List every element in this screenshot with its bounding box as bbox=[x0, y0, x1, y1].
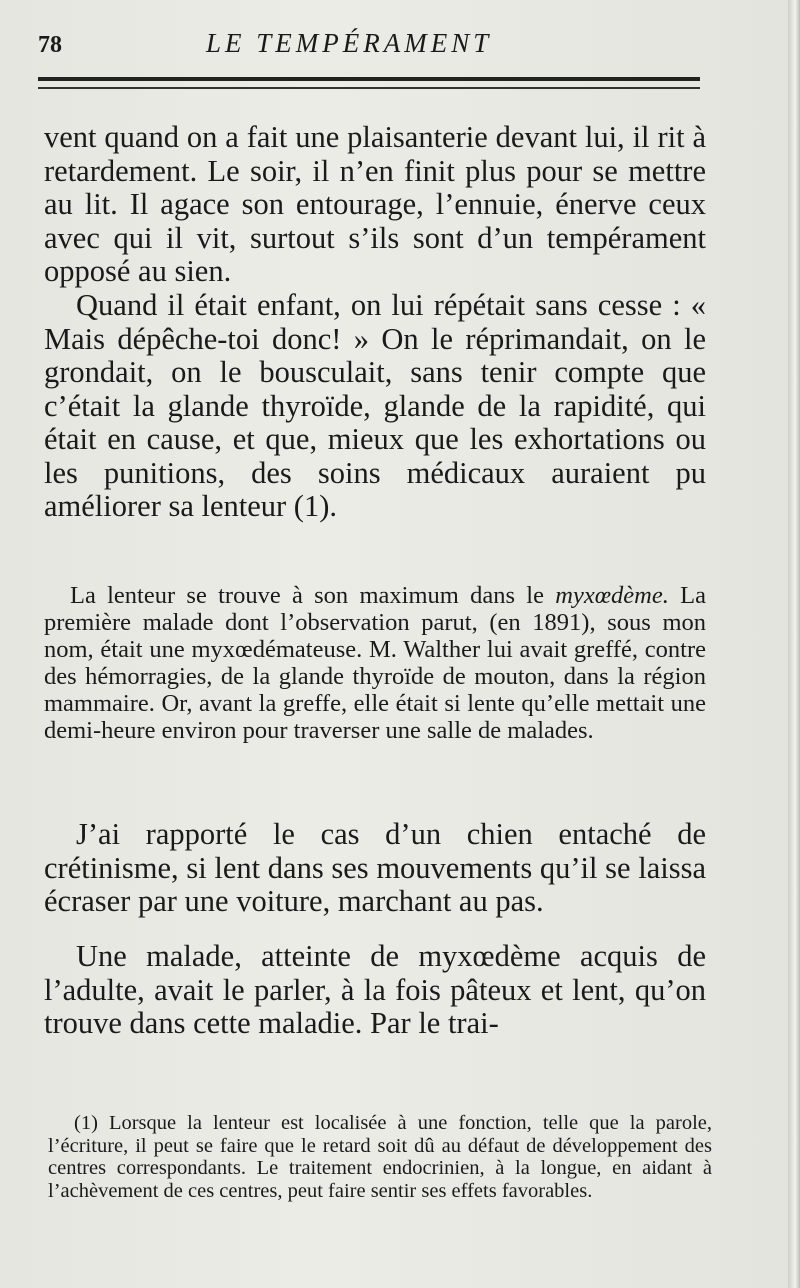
header-rule-thin bbox=[38, 87, 700, 89]
paragraph-2: Quand il était enfant, on lui répétait sans cesse : « Mais dépêche-toi donc! » On le réprimandait, on le grondait, on le bousculait, sans tenir compte que c’était la glande thyroïde, glande de la rapidité, qui était en cause, et que, mieux que les exhortations ou les punitions, des soins médicaux auraient pu améliorer sa lenteur (1). bbox=[44, 288, 706, 523]
footnote: (1) Lorsque la lenteur est localisée à une fonction, telle que la parole, l’écriture, il peut se faire que le retard soit dû au défaut de développement des centres correspondants. Le traitement endocrinien, à la longue, en aidant à l’achèvement de ces centres, peut faire sentir ses effets favorables. bbox=[48, 1112, 712, 1202]
paragraph-3-start: La lenteur se trouve à son maximum dans le bbox=[70, 582, 556, 609]
paragraph-4: J’ai rapporté le cas d’un chien entaché de crétinisme, si lent dans ses mouvements qu’il se laissa écraser par une voiture, marchant au pas. bbox=[44, 817, 706, 918]
paragraph-1: vent quand on a fait une plaisanterie devant lui, il rit à retardement. Le soir, il n’en finit plus pour se mettre au lit. Il agace son entourage, l’ennuie, énerve ceux avec qui il vit, surtout s’ils sont d’un tempérament opposé au sien. bbox=[44, 120, 706, 288]
page-number: 78 bbox=[38, 32, 62, 58]
paragraph-3-italic-term: myxœdème. bbox=[555, 582, 669, 609]
paragraph-5: Une malade, atteinte de myxœdème acquis de l’adulte, avait le parler, à la fois pâteux et lent, qu’on trouve dans cette maladie. Par le trai- bbox=[44, 939, 706, 1040]
header-rule-thick bbox=[38, 77, 700, 81]
running-title: LE TEMPÉRAMENT bbox=[206, 28, 493, 58]
page-header bbox=[38, 24, 702, 64]
paragraph-3-rest: La première malade dont l’observation parut, (en 1891), sous mon nom, était une myxœdémateuse. M. Walther lui avait greffé, contre des hémorragies, de la glande thyroïde de mouton, dans la région mammaire. Or, avant la greffe, elle était si lente qu’elle mettait une demi-heure environ pour traverser une salle de malades. bbox=[44, 582, 706, 744]
page-edge bbox=[788, 0, 800, 1288]
paragraph-3-small bbox=[44, 582, 706, 744]
